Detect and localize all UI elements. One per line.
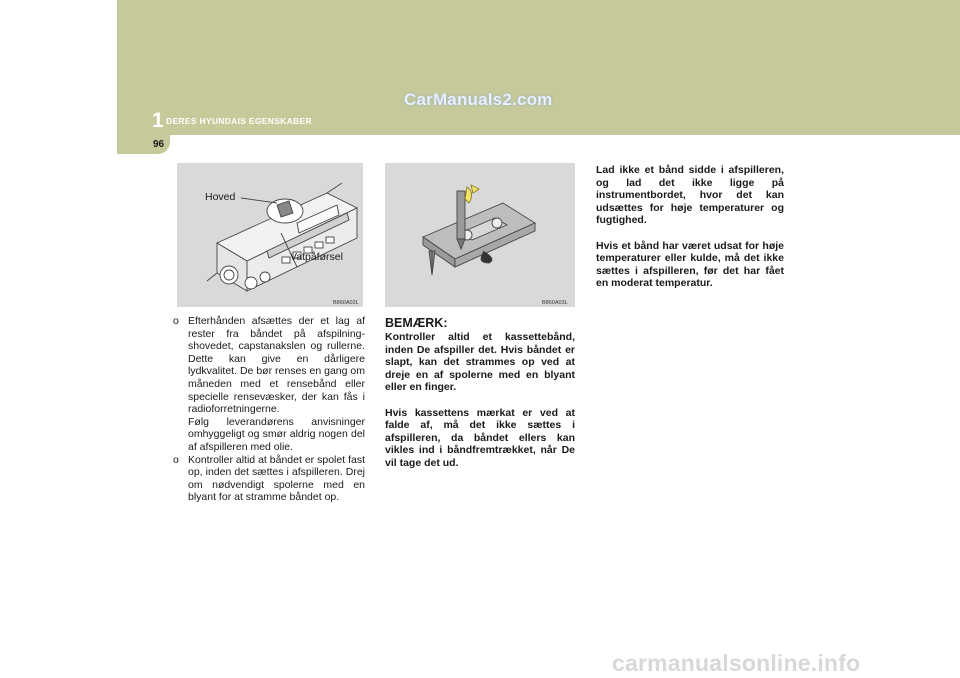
cassette-drawing [385, 163, 575, 307]
chapter-title: DERES HYUNDAIS EGENSKABER [166, 116, 312, 126]
maintenance-bullets [173, 315, 365, 504]
bullet-text-continued: Følg leverandørens anvisninger omhyggeligt og smør aldrig nogen del af afspilleren med olie. [188, 415, 365, 453]
bullet-text: Efterhånden afsættes der et lag af rester fra båndet på afspilning-shovedet, capstanakslen og rullerne. Dette kan give en dårligere lydkvalitet. De bør renses en gang om måneden med et rensebånd eller specielle rensevæsker, der kan fås i radioforretningerne. [188, 315, 365, 416]
bullet-mark: o [173, 315, 179, 327]
bullet-mark: o [173, 453, 179, 466]
note-block [385, 331, 575, 482]
figure-code: B860A03L [542, 300, 568, 306]
right-paragraph-2: Hvis et bånd har været udsat for høje temperaturer eller kulde, må det ikke sættes i afspilleren, før det har fået en moderat temperatur. [596, 239, 784, 290]
figure-code: B860A02L [333, 300, 359, 306]
page-number: 96 [153, 139, 165, 150]
header-band [117, 0, 960, 135]
right-column [596, 164, 784, 303]
footer-watermark[interactable]: carmanualsonline.info [612, 650, 861, 676]
bullet-item [173, 315, 365, 454]
chapter-number: 1 [152, 109, 164, 132]
note-heading: BEMÆRK: [385, 316, 448, 330]
note-paragraph-1: Kontroller altid et kassettebånd, inden De afspiller det. Hvis båndet er slapt, kan det strammes op ved at dreje en af spolerne med en blyant eller en finger. [385, 331, 575, 394]
site-watermark[interactable]: CarManuals2.com [404, 90, 553, 109]
label-capstan: Vatpåførsel [290, 251, 343, 263]
stereo-drawing [177, 163, 363, 307]
right-paragraph-1: Lad ikke et bånd sidde i afspilleren, og lad det ikke ligge på instrumentbordet, hvor det kan udsættes for høje temperaturer og fugtighed. [596, 164, 784, 227]
bullet-text: Kontroller altid at båndet er spolet fast op, inden det sættes i afspilleren. Drej om nødvendigt spolerne med en blyant for at stramme båndet op. [188, 453, 365, 504]
note-paragraph-2: Hvis kassettens mærkat er ved at falde af, må det ikke sættes i afspilleren, da båndet ellers kan vikles ind i båndfremtrækket, når De vil tage det ud. [385, 406, 575, 469]
cassette-pencil-illustration [385, 163, 575, 307]
label-head: Hoved [205, 191, 236, 203]
stereo-head-illustration [177, 163, 363, 307]
bullet-item [173, 454, 365, 504]
